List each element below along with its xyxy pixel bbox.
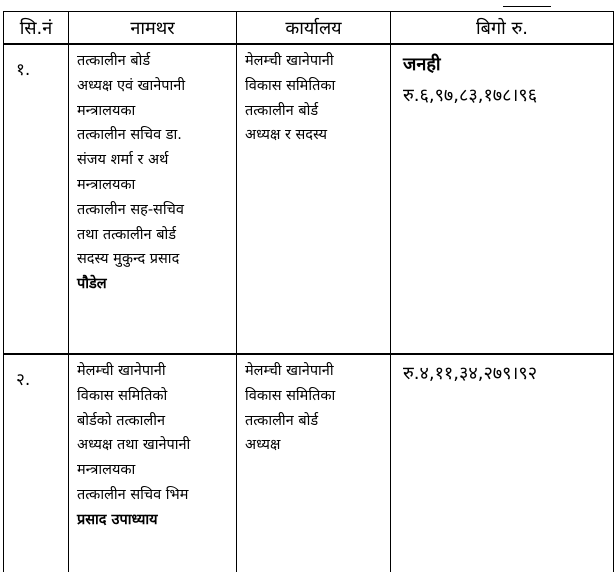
office-line: मेलम्ची खानेपानी [245, 363, 334, 379]
header-office: कार्यालय [237, 12, 391, 45]
name-line: तत्कालीन सह-सचिव [77, 201, 184, 218]
row-sn: १. [4, 44, 69, 354]
header-row [4, 12, 614, 45]
header-sn: सि.नं [4, 12, 69, 45]
row-office-cell [237, 44, 391, 354]
name-line: तत्कालीन सचिव डा. [77, 127, 182, 144]
name-line: अध्यक्ष एवं खानेपानी [77, 77, 186, 94]
office-line: तत्कालीन बोर्ड [245, 102, 319, 119]
name-line: बोर्डको तत्कालीन [77, 412, 165, 429]
amount-label: जनही [403, 54, 441, 75]
name-line: विकास समितिको [77, 387, 168, 404]
office-line: तत्कालीन बोर्ड [245, 412, 319, 429]
amount-value: रु.६,९७,८३,१७८।९६ [403, 85, 538, 106]
row-sn: २. [4, 354, 69, 572]
office-line: अध्यक्ष [245, 437, 281, 454]
name-line: तत्कालीन सचिव भिम [77, 486, 189, 503]
top-right-underline [503, 0, 551, 7]
table-row [4, 354, 614, 572]
name-line: प्रसाद उपाध्याय [77, 511, 158, 528]
name-line: संजय शर्मा र अर्थ [77, 152, 169, 169]
row-amount-cell [391, 354, 614, 572]
office-line: विकास समितिका [245, 387, 336, 404]
header-name: नामथर [69, 12, 237, 45]
name-line: पौडेल [77, 276, 107, 293]
case-table [3, 11, 614, 572]
office-line: अध्यक्ष र सदस्य [245, 127, 328, 144]
name-line: तथा तत्कालीन बोर्ड [77, 226, 177, 243]
row-name-cell [69, 354, 237, 572]
name-line: सदस्य मुकुन्द प्रसाद [77, 251, 180, 268]
name-line: मन्त्रालयका [77, 102, 136, 119]
name-line: अध्यक्ष तथा खानेपानी [77, 437, 191, 454]
name-line: मन्त्रालयका [77, 176, 136, 193]
name-line: तत्कालीन बोर्ड [77, 53, 151, 69]
name-line: मन्त्रालयका [77, 462, 136, 479]
table-row [4, 44, 614, 354]
amount-value: रु.४,११,३४,२७९।९२ [403, 363, 538, 384]
row-office-cell [237, 354, 391, 572]
office-line: विकास समितिका [245, 77, 336, 94]
name-line: मेलम्ची खानेपानी [77, 363, 166, 379]
office-line: मेलम्ची खानेपानी [245, 53, 334, 69]
row-amount-cell [391, 44, 614, 354]
header-amount: बिगो रु. [391, 12, 614, 45]
row-name-cell [69, 44, 237, 354]
